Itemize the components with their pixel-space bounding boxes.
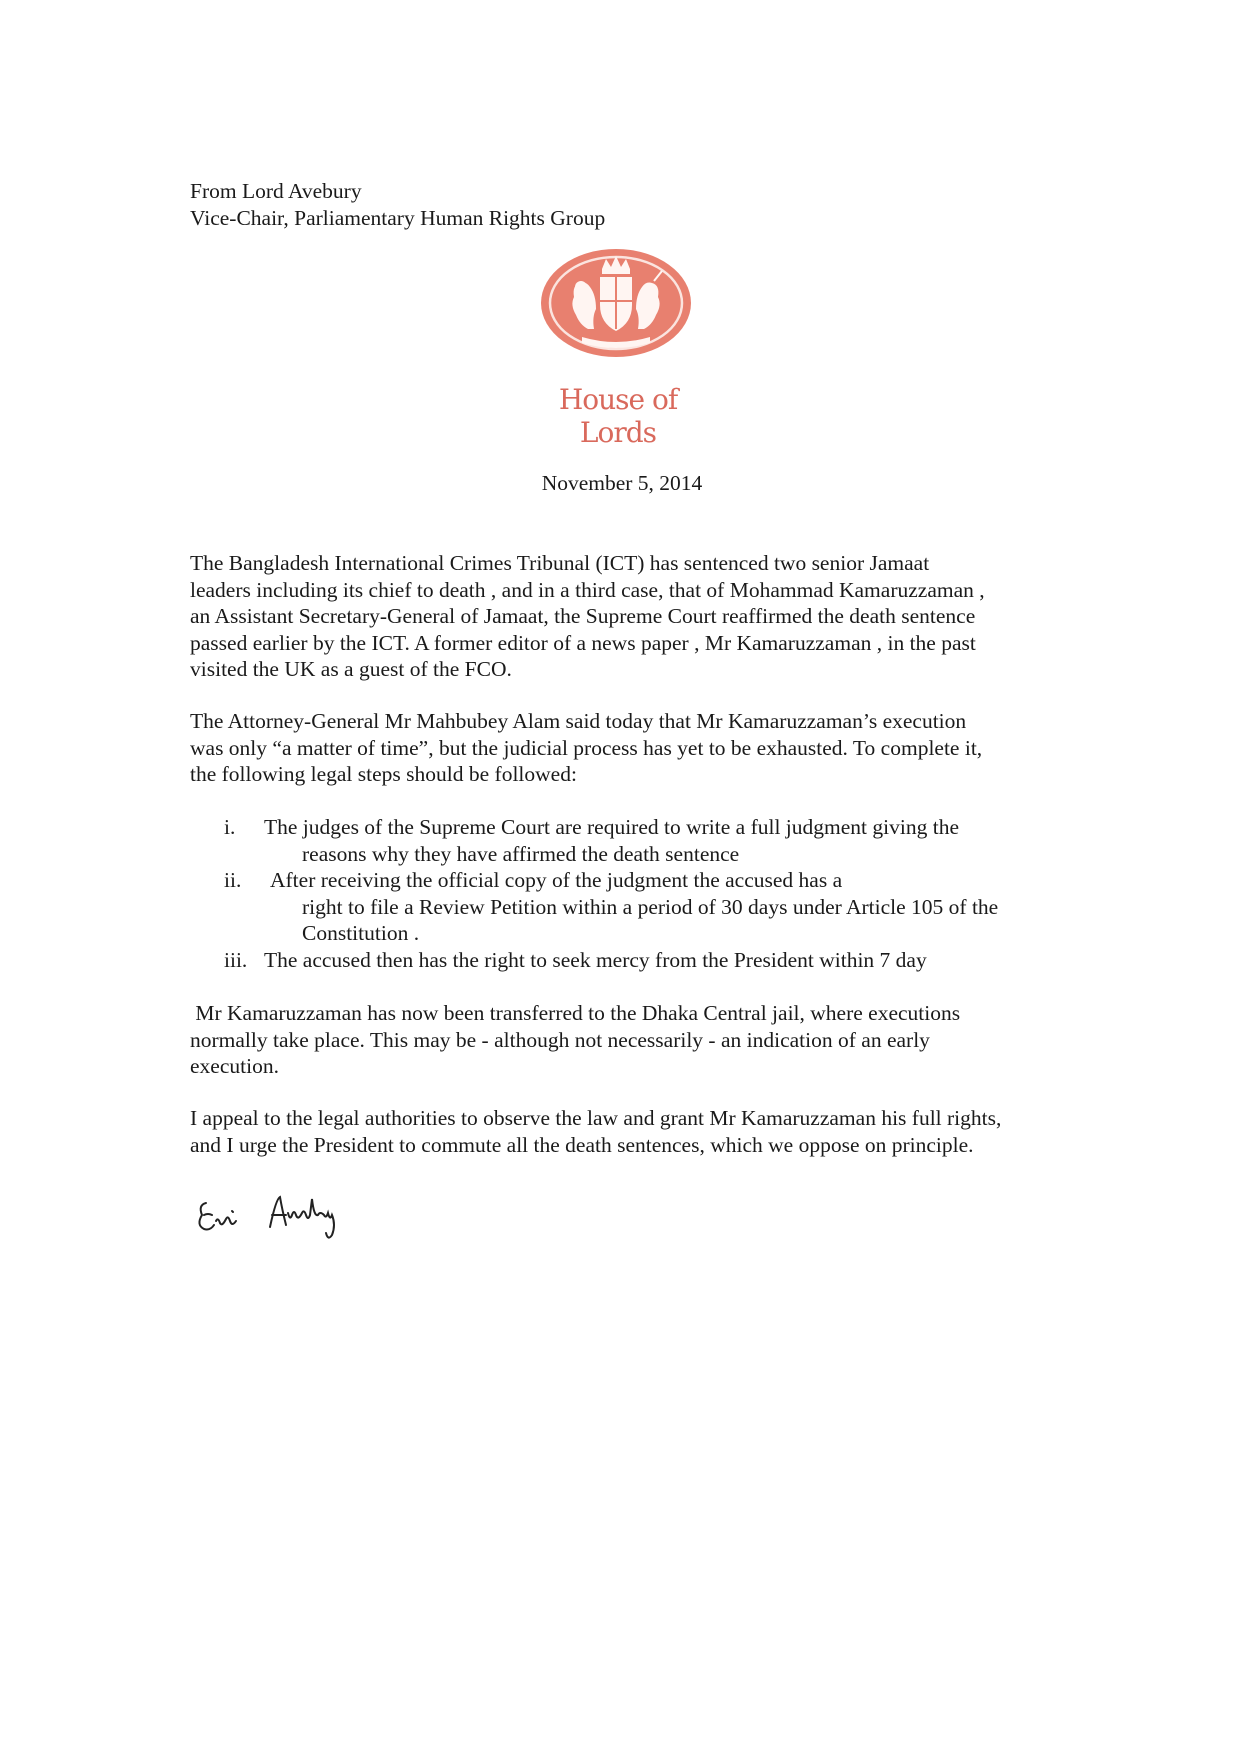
list-line: reasons why they have affirmed the death sentence xyxy=(302,841,740,866)
paragraph-line: visited the UK as a guest of the FCO. xyxy=(190,657,512,681)
list-line: The accused then has the right to seek mercy from the President within 7 day xyxy=(264,947,927,972)
paragraph-line: and I urge the President to commute all the death sentences, which we oppose on principle. xyxy=(190,1132,974,1157)
paragraph-2 xyxy=(190,708,1070,788)
list-numeral: i. xyxy=(224,815,236,839)
paragraph-line: execution. xyxy=(190,1054,279,1078)
legal-steps-list xyxy=(190,814,1090,973)
role-line: Vice-Chair, Parliamentary Human Rights Group xyxy=(190,205,606,230)
paragraph-line: I appeal to the legal authorities to observe the law and grant Mr Kamaruzzaman his full rights, xyxy=(190,1106,1002,1130)
paragraph-line: an Assistant Secretary-General of Jamaat, the Supreme Court reaffirmed the death sentence xyxy=(190,604,976,628)
paragraph-line: The Attorney-General Mr Mahbubey Alam said today that Mr Kamaruzzaman’s execution xyxy=(190,709,967,733)
list-line: Constitution . xyxy=(302,921,420,945)
paragraph-line: Mr Kamaruzzaman has now been transferred to the Dhaka Central jail, where executions xyxy=(190,1001,961,1025)
list-line: The judges of the Supreme Court are required to write a full judgment giving the xyxy=(264,815,959,839)
house-of-lords-caption: House of Lords xyxy=(558,383,678,449)
list-item xyxy=(190,947,1090,974)
paragraph-line: normally take place. This may be - although not necessarily - an indication of an early xyxy=(190,1027,930,1052)
paragraph-line: The Bangladesh International Crimes Tribunal (ICT) has sentenced two senior Jamaat xyxy=(190,551,930,575)
paragraph-3 xyxy=(190,1000,1070,1080)
paragraph-line: leaders including its chief to death , and in a third case, that of Mohammad Kamaruzzaman , xyxy=(190,577,985,602)
paragraph-1 xyxy=(190,550,1070,683)
from-line: From Lord Avebury xyxy=(190,179,362,203)
paragraph-4 xyxy=(190,1105,1070,1158)
letter-date: November 5, 2014 xyxy=(541,471,703,495)
letter-header xyxy=(190,178,605,231)
paragraph-line: passed earlier by the ICT. A former editor of a news paper , Mr Kamaruzzaman , in the past xyxy=(190,630,976,655)
list-numeral: ii. xyxy=(224,868,242,892)
paragraph-line: was only “a matter of time”, but the judicial process has yet to be exhausted. To complete it, xyxy=(190,735,983,760)
list-line: After receiving the official copy of the judgment the accused has a xyxy=(270,868,843,892)
paragraph-line: the following legal steps should be followed: xyxy=(190,762,577,786)
list-item xyxy=(190,814,1090,867)
list-item xyxy=(190,867,1090,947)
royal-coat-of-arms-icon xyxy=(536,245,696,385)
handwritten-signature xyxy=(192,1185,362,1245)
list-line: right to file a Review Petition within a period of 30 days under Article 105 of the xyxy=(302,894,999,919)
list-numeral: iii. xyxy=(224,947,248,972)
